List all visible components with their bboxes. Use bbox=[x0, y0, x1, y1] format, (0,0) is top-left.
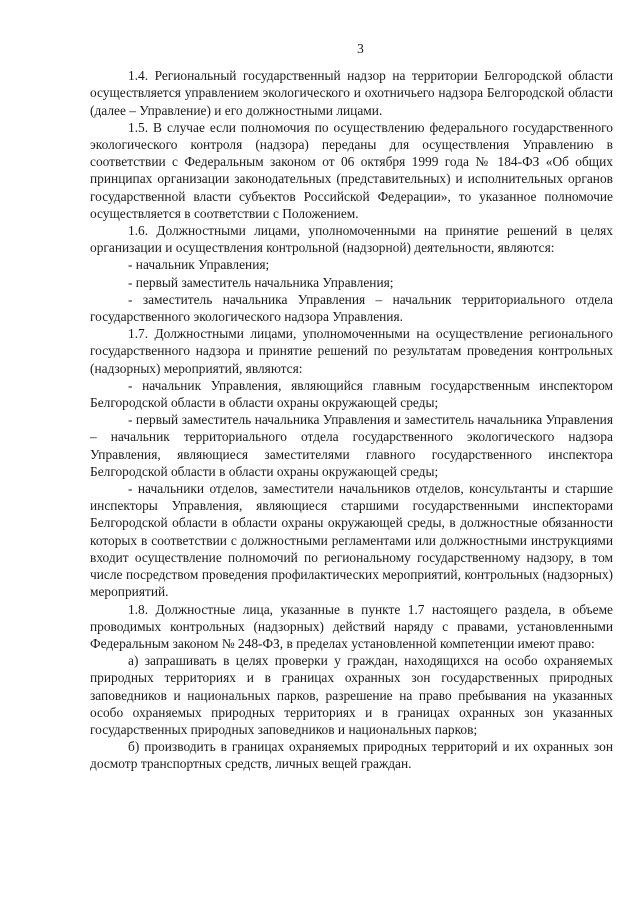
paragraph-1-6: 1.6. Должностными лицами, уполномоченными на принятие решений в целях организации и осуществления контрольной (надзорной) деятельности, являются: bbox=[90, 223, 613, 256]
list-item-deputy-inspectors: - первый заместитель начальника Управления и заместитель начальника Управления – начальник территориального отдела государственного экологического надзора Управления, являющиеся заместителями главного государственного инспектора Белгородской области в области охраны окружающей среды; bbox=[90, 412, 613, 479]
list-item-chief-inspector: - начальник Управления, являющийся главным государственным инспектором Белгородской области в области охраны окружающей среды; bbox=[90, 377, 613, 411]
list-item-head: - начальник Управления; bbox=[128, 257, 270, 273]
paragraph-1-8: 1.8. Должностные лица, указанные в пункте 1.7 настоящего раздела, в объеме проводимых контрольных (надзорных) действий наряду с правами, установленными Федеральным законом № 248-ФЗ, в пределах установленной компетенции имеют право: bbox=[90, 601, 613, 651]
paragraph-1-7: 1.7. Должностными лицами, уполномоченными на осуществление регионального государственного надзора и принятие решений по результатам проведения контрольных (надзорных) мероприятий, являются: bbox=[90, 326, 613, 376]
paragraph-1-4: 1.4. Региональный государственный надзор на территории Белгородской области осуществляется управлением экологического и охотничьего надзора Белгородской области (далее – Управление) и его должностными лицами. bbox=[90, 68, 613, 118]
page-number: 3 bbox=[357, 41, 364, 56]
list-item-senior-inspectors: - начальники отделов, заместители начальников отделов, консультанты и старшие инспекторы Управления, являющиеся старшими государственными инспекторами Белгородской области в области охраны окружающей среды, в должностные обязанности которых в соответствии с должностными регламентами или должностными инструкциями входит осуществление полномочий по региональному государственному надзору, в том числе посредством проведения профилактических мероприятий, контрольных (надзорных) мероприятий. bbox=[90, 481, 613, 600]
list-item-deputy: - заместитель начальника Управления – начальник территориального отдела государственного экологического надзора Управления. bbox=[90, 291, 613, 325]
right-item-a: а) запрашивать в целях проверки у граждан, находящихся на особо охраняемых природных территориях и в границах охранных зон государственных природных заповедников и национальных парков, разрешение на право пребывания на указанных особо охраняемых природных территориях и в границах охранных зон указанных государственных природных заповедников и национальных парков; bbox=[90, 653, 613, 737]
paragraph-1-5: 1.5. В случае если полномочия по осуществлению федерального государственного экологического контроля (надзора) переданы для осуществления Управлению в соответствии с Федеральным законом от 06 октября 1999 года № 184-ФЗ «Об общих принципах организации законодательных (представительных) и исполнительных органов государственной власти субъектов Российской Федерации», то указанное полномочие осуществляется в соответствии с Положением. bbox=[90, 119, 613, 221]
right-item-b: б) производить в границах охраняемых природных территорий и их охранных зон досмотр транспортных средств, личных вещей граждан. bbox=[90, 739, 613, 772]
list-item-first-deputy: - первый заместитель начальника Управления; bbox=[128, 274, 394, 290]
